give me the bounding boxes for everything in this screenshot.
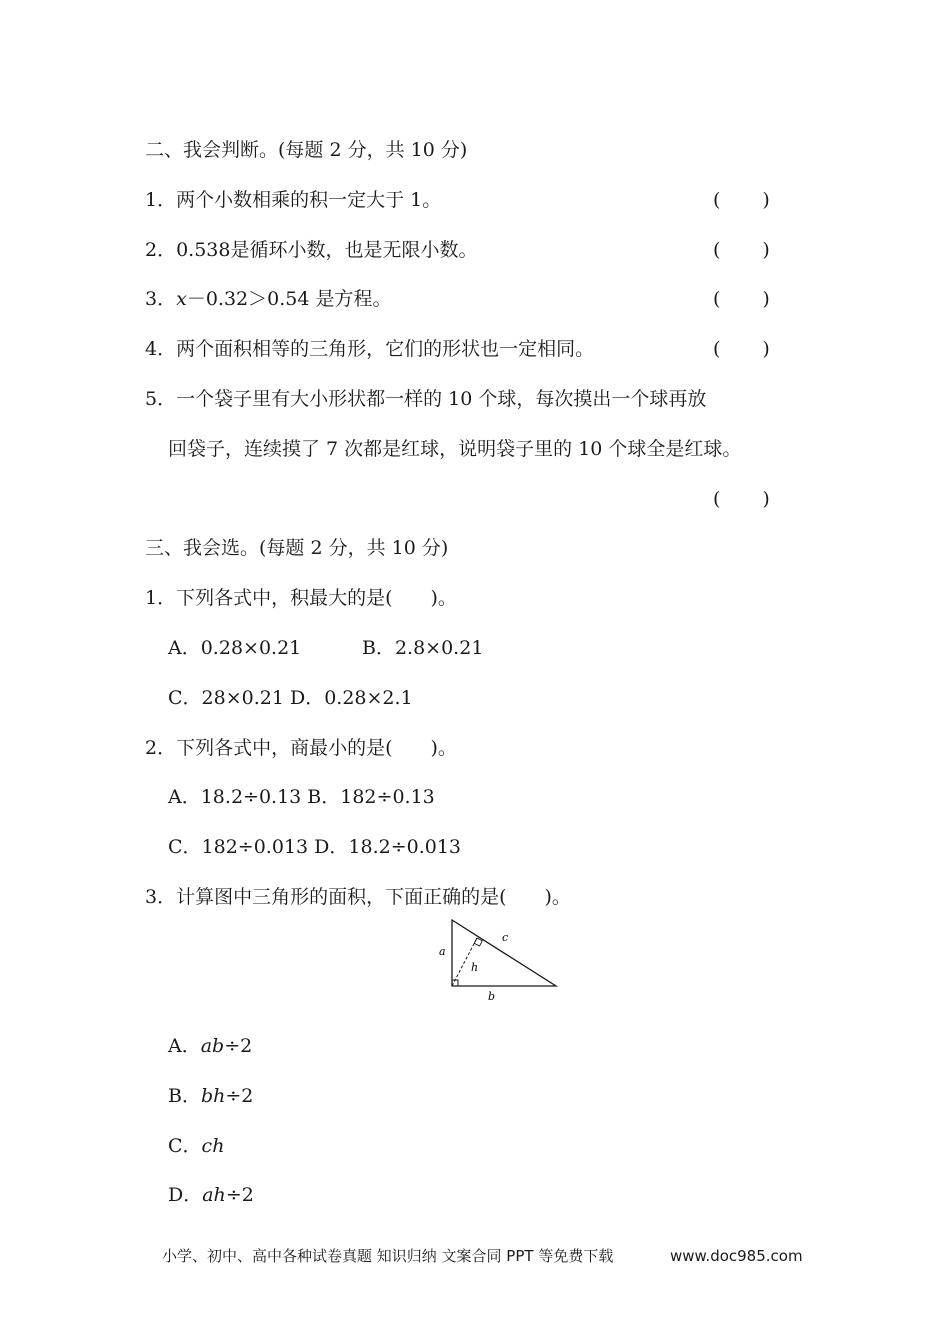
judge-question-5-line1: 5．一个袋子里有大小形状都一样的 10 个球，每次摸出一个球再放 xyxy=(145,388,707,410)
q1-option-a: A．0.28×0.21 xyxy=(168,637,302,659)
q2-options-ab: A．18.2÷0.13 B．182÷0.13 xyxy=(168,786,435,808)
q1-option-b: B．2.8×0.21 xyxy=(362,637,484,659)
judge-question-4: 4．两个面积相等的三角形，它们的形状也一定相同。 xyxy=(145,338,595,360)
answer-blank-3[interactable]: ( ) xyxy=(713,288,770,310)
answer-blank-2[interactable]: ( ) xyxy=(713,239,770,261)
label-c: c xyxy=(502,931,509,944)
q3-option-c: C．ch xyxy=(168,1135,225,1157)
label-a: a xyxy=(439,945,446,958)
q1-options-cd: C．28×0.21 D．0.28×2.1 xyxy=(168,687,413,709)
q3-option-d: D．ah÷2 xyxy=(168,1184,254,1206)
judge-question-5-line2: 回袋子，连续摸了 7 次都是红球，说明袋子里的 10 个球全是红球。 xyxy=(168,438,742,460)
label-b: b xyxy=(488,990,496,1002)
choice-question-1: 1．下列各式中，积最大的是( )。 xyxy=(145,587,457,609)
footer-text: 小学、初中、高中各种试卷真题 知识归纳 文案合同 PPT 等免费下载 xyxy=(162,1247,614,1265)
judge-question-3: 3．x－0.32＞0.54 是方程。 xyxy=(145,288,392,310)
footer-url[interactable]: www.doc985.com xyxy=(670,1247,803,1265)
triangle-figure xyxy=(430,912,570,1002)
section2-title: 二、我会判断。(每题 2 分，共 10 分) xyxy=(145,139,468,161)
q2-options-cd: C．182÷0.013 D．18.2÷0.013 xyxy=(168,836,462,858)
judge-question-2: 2．0.538是循环小数，也是无限小数。 xyxy=(145,239,478,261)
triangle-outline xyxy=(452,920,556,986)
choice-question-3: 3．计算图中三角形的面积，下面正确的是( )。 xyxy=(145,886,571,908)
section3-title: 三、我会选。(每题 2 分，共 10 分) xyxy=(145,537,449,559)
judge-question-1: 1．两个小数相乘的积一定大于 1。 xyxy=(145,189,442,211)
label-h: h xyxy=(471,961,479,974)
answer-blank-5[interactable]: ( ) xyxy=(713,488,770,510)
choice-question-2: 2．下列各式中，商最小的是( )。 xyxy=(145,737,457,759)
answer-blank-1[interactable]: ( ) xyxy=(713,189,770,211)
q3-option-b: B．bh÷2 xyxy=(168,1085,254,1107)
answer-blank-4[interactable]: ( ) xyxy=(713,338,770,360)
q3-option-a: A．ab÷2 xyxy=(168,1035,253,1057)
